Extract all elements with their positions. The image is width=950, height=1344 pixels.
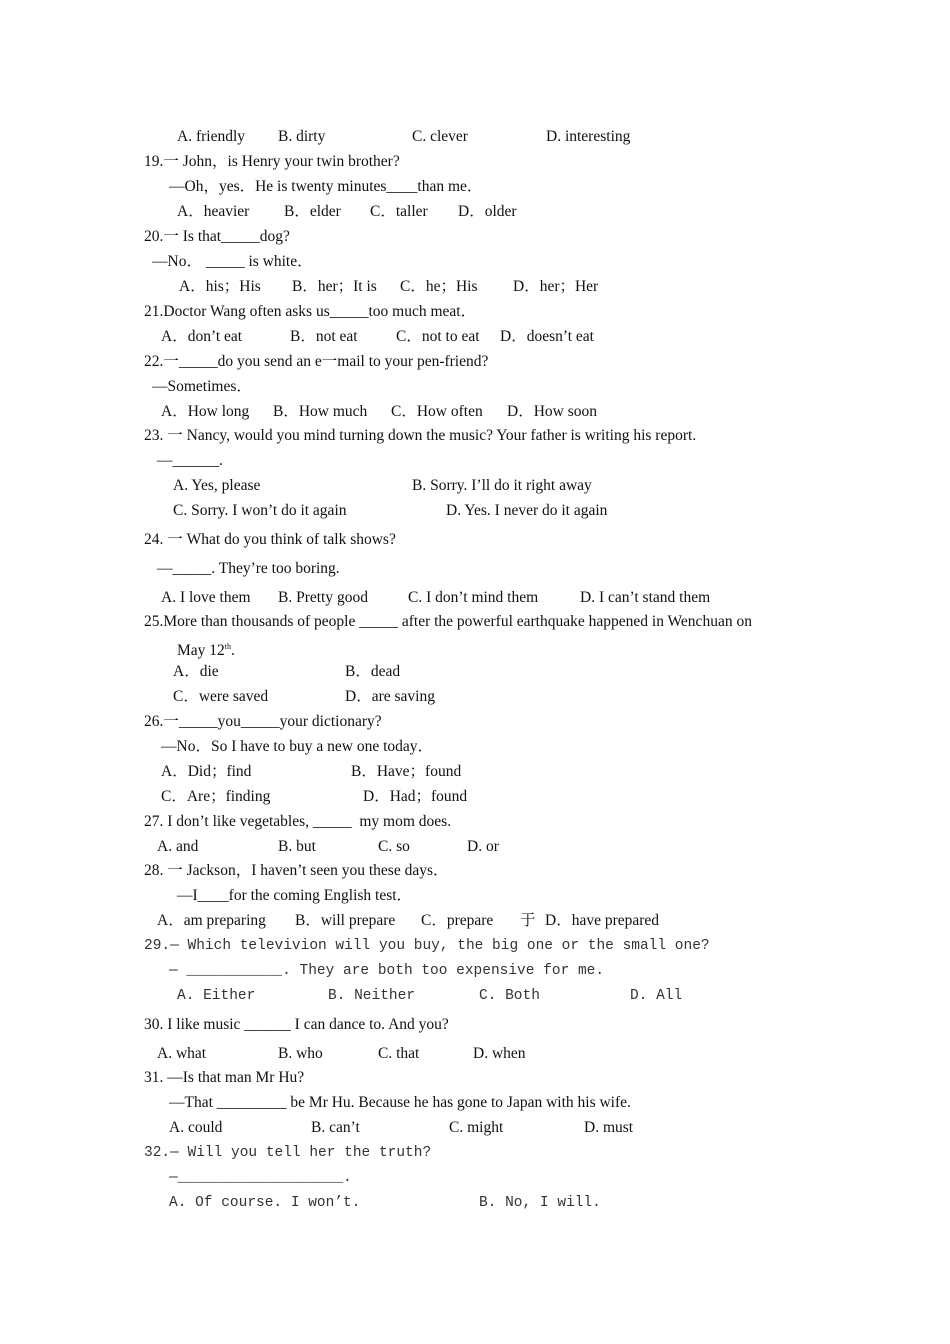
q26-option-b: B．Have；found [351,763,462,780]
q28-question: 28. 一 Jackson，I haven’t seen you these days． [144,862,449,879]
q22-option-c: C．How often [391,403,483,420]
q19-option-a: A．heavier [177,203,250,220]
q20-option-a: A．his；His [179,278,261,295]
q25-option-b: B．dead [345,663,401,680]
q31-option-a: A. could [169,1119,223,1136]
q24-answer: —_____. They’re too boring. [157,560,340,577]
q25-question: 25.More than thousands of people _____ after the powerful earthquake happened in Wenchuan on [144,613,752,630]
q32-answer: —___________________. [169,1170,352,1186]
q20-option-b: B．her；It is [292,278,377,295]
q32-question: 32.— Will you tell her the truth? [144,1145,432,1161]
q21-option-c: C．not to eat [396,328,480,345]
q22-question: 22.一_____do you send an e一mail to your pen-friend? [144,353,489,370]
q32-option-b: B. No, I will. [479,1195,601,1211]
q23-question: 23. 一 Nancy, would you mind turning down the music? Your father is writing his report. [144,427,697,444]
q27-option-d: D. or [467,838,499,855]
q24-option-d: D. I can’t stand them [580,589,711,606]
q26-answer: —No．So I have to buy a new one today． [161,738,434,755]
q29-option-b: B. Neither [328,988,416,1004]
q25-cont-end: . [231,642,235,659]
q30-option-b: B. who [278,1045,323,1062]
q23-option-a: A. Yes, please [173,477,261,494]
q21-option-d: D．doesn’t eat [500,328,594,345]
q31-option-b: B. can’t [311,1119,360,1136]
q25-option-d: D．are saving [345,688,435,705]
q28-option-b: B．will prepare [295,912,396,929]
q20-option-d: D．her；Her [513,278,599,295]
q24-option-a: A. I love them [161,589,251,606]
q22-answer: —Sometimes． [152,378,252,395]
q25-question-cont [177,638,235,660]
q20-question: 20.一 Is that_____dog? [144,228,290,245]
q23-option-d: D. Yes. I never do it again [446,502,608,519]
q24-question: 24. 一 What do you think of talk shows? [144,531,396,548]
q20-answer: —No． _____ is white． [152,253,313,270]
q30-option-a: A. what [157,1045,207,1062]
q31-option-d: D. must [584,1119,634,1136]
q29-option-a: A. Either [177,988,256,1004]
q18-option-d: D. interesting [546,128,631,145]
q25-option-c: C．were saved [173,688,269,705]
q18-option-a: A. friendly [177,128,246,145]
q21-question: 21.Doctor Wang often asks us_____too much meat． [144,303,477,320]
q32-option-a: A. Of course. I won’t. [169,1195,361,1211]
q23-option-b: B. Sorry. I’ll do it right away [412,477,592,494]
q19-option-c: C．taller [370,203,428,220]
q19-answer: —Oh，yes．He is twenty minutes____than me． [169,178,483,195]
q27-option-b: B. but [278,838,316,855]
q24-option-c: C. I don’t mind them [408,589,539,606]
q26-option-d: D．Had；found [363,788,468,805]
q31-option-c: C. might [449,1119,504,1136]
q21-option-a: A．don’t eat [161,328,243,345]
q25-superscript: th [224,642,232,651]
q21-option-b: B．not eat [290,328,358,345]
q26-question: 26.一_____you_____your dictionary? [144,713,382,730]
q23-option-c: C. Sorry. I won’t do it again [173,502,347,519]
q19-question: 19.一 John，is Henry your twin brother? [144,153,400,170]
q28-answer: —I____for the coming English test． [177,887,413,904]
q26-option-a: A．Did；find [161,763,252,780]
q28-option-c: C．prepare [421,912,494,929]
q23-answer: —______. [157,452,223,469]
q28-option-d: D．have prepared [545,912,660,929]
q22-option-d: D．How soon [507,403,597,420]
q27-option-c: C. so [378,838,410,855]
q22-option-a: A．How long [161,403,250,420]
q19-option-d: D．older [458,203,517,220]
q29-option-d: D. All [630,988,683,1004]
q29-option-c: C. Both [479,988,540,1004]
q24-option-b: B. Pretty good [278,589,368,606]
q27-question: 27. I don’t like vegetables, _____ my mom does. [144,813,452,830]
q28-stray-char: 于 [520,912,536,929]
q31-answer: —That _________ be Mr Hu. Because he has gone to Japan with his wife. [169,1094,631,1111]
q26-option-c: C．Are；finding [161,788,271,805]
q29-question: 29.— Which televivion will you buy, the big one or the small one? [144,938,710,954]
q25-cont-text: May 12 [177,642,225,659]
q30-question: 30. I like music ______ I can dance to. And you? [144,1016,449,1033]
q20-option-c: C．he；His [400,278,478,295]
q27-option-a: A. and [157,838,199,855]
q25-option-a: A．die [173,663,219,680]
q29-answer: — ___________. They are both too expensive for me. [169,963,605,979]
q28-option-a: A．am preparing [157,912,266,929]
q31-question: 31. —Is that man Mr Hu? [144,1069,305,1086]
q30-option-c: C. that [378,1045,420,1062]
q18-option-b: B. dirty [278,128,326,145]
q18-option-c: C. clever [412,128,468,145]
q30-option-d: D. when [473,1045,526,1062]
q19-option-b: B．elder [284,203,341,220]
q22-option-b: B．How much [273,403,368,420]
